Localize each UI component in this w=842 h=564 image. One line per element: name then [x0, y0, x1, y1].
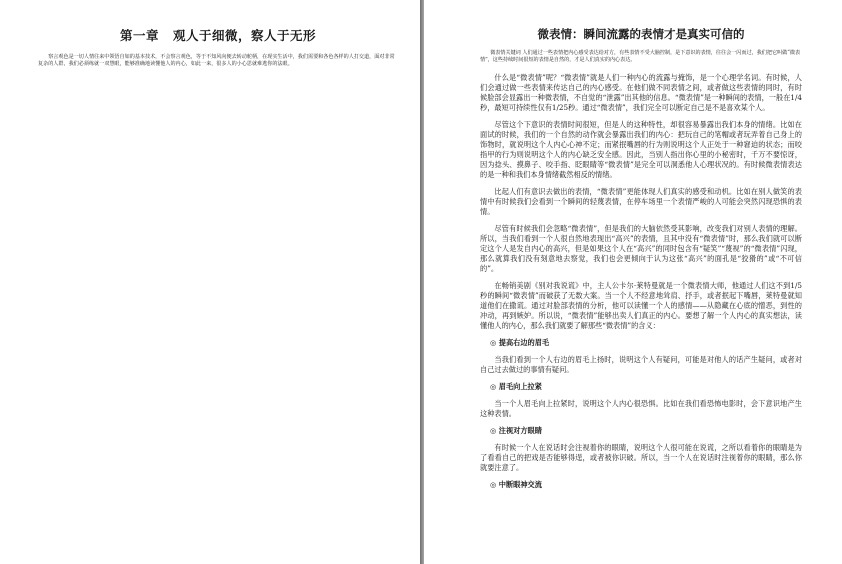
list-item-heading: ◎ 眉毛向上拉紧	[490, 381, 542, 391]
body-paragraph: 尽管这个下意识的表情时间很短，但是人的这种特性，却很容易暴露出我们本身的情绪。比如在面试的时候，我们的一个自然的动作就会暴露出我们的内心：把玩自己的笔帽或者玩弄着自己身上的饰物时，就说明这个人内心心神不定；而紧抿嘴唇的行为则说明这个人正处于一种窘迫的状态；而咬指甲的行为则说明这个人的内心缺乏安全感。因此，当别人指出你心里的小秘密时，千万不要惊讶，因为捻头、摸鼻子、咬手指、眨眼睛等“微表情”是完全可以洞悉他人心理状况的。有时候微表情表达的是一种和我们本身情绪截然相反的情绪。	[480, 119, 802, 179]
chapter-subtitle: 观人于细微，察人于无形	[173, 28, 317, 43]
section-intro: 微表情关键词 人们通过一些表情把内心感受表达给对方，有些表情不受大脑控制，是下意识的表情，往往会一闪而过，我们把它叫做“微表情”，这些持续时间很短的表情是自然的，才是人们真实的内心表达。	[480, 50, 801, 64]
right-page	[424, 0, 842, 564]
list-item-text: 有时候一个人在说话时会注视着你的眼睛，说明这个人很可能在说谎，之所以看着你的眼睛是为了看看自己的把戏是否能够得逞，或者被你识破。所以，当一个人在说话时注视着你的眼睛，那么你就要注意了。	[480, 442, 802, 472]
list-item-heading: ◎ 提高右边的眉毛	[490, 337, 550, 347]
body-paragraph: 在畅销美剧《别对我说谎》中，主人公卡尔·莱特曼就是一个微表情大师，他通过人们这不到1/5秒的瞬间“微表情”而破获了无数大案。当一个人不经意地耸肩、抒手，或者抿起下嘴唇，莱特曼就知道他们在撒谎。通过对脸部表情的分析，他可以读懂一个人的感情——从隐藏在心底的憎恶，到性的冲动，再到嫉妒。所以说，“微表情”能够出卖人们真正的内心。要想了解一个人内心的真实想法，读懂他人的内心，那么我们就要了解那些“微表情”的含义：	[480, 280, 802, 330]
left-page	[0, 0, 420, 564]
body-paragraph: 比起人们有意识去做出的表情，“微表情”更能体现人们真实的感受和动机。比如在别人做笑的表情中有时候我们会看到一个瞬间的轻蔑表情，在停车场里一个表情严峻的人可能会突然闪现恐惧的表情。	[480, 186, 802, 216]
list-item-text: 当我们看到一个人右边的眉毛上扬时，说明这个人有疑问，可能是对他人的话产生疑问，或者对自己过去做过的事情有疑问。	[480, 354, 802, 374]
list-item-heading: ◎ 中断眼神交流	[490, 479, 542, 489]
body-paragraph: 尽管有时候我们会忽略“微表情”，但是我们的大脑依然受其影响，改变我们对别人表情的理解。所以，当我们看到一个人很自然地表现出“高兴”的表情，且其中没有“微表情”时，那么我们就可以断定这个人是发自内心的高兴，但是如果这个人在“高兴”的同时包含有“疑笑”“蔑视”的“微表情”闪现，那么就算我们没有刻意地去察觉，我们也会更倾向于认为这张“高兴”的面孔是“狡猾的”或“不可信的”。	[480, 223, 802, 273]
list-item-text: 当一个人眉毛向上拉紧时，说明这个人内心很恐惧。比如在我们看恐怖电影时，会下意识地产生这种表情。	[480, 398, 802, 418]
chapter-title	[38, 26, 398, 44]
list-item-heading: ◎ 注视对方眼睛	[490, 425, 542, 435]
chapter-number: 第一章	[119, 28, 159, 43]
section-title: 微表情：瞬间流露的表情才是真实可信的	[537, 27, 745, 41]
chapter-intro: 察言观色是一切人情往来中领悟自如的基本技术，不会察言观色，等于不知风向便去转动舵柄，在现实生活中，我们需要和各色各样的人打交道，面对非常复杂的人群，我们必须练就一双慧眼，能够准确地读懂他人的内心，如此一来，很多人的小心思就难逃你的法眼。	[38, 54, 395, 68]
body-paragraph: 什么是“微表情”呢？“微表情”就是人们一种内心的流露与掩饰，是一个心理学名词。有时候，人们会通过做一些表情来传达自己的内心感受。在他们做不同表情之间，或者做这些表情的同时，有时候脸部会显露出一种微表情，不自觉的“泄露”出其他的信息。“微表情”是一种瞬间的表情，一般在1/4秒，最短可持续性仅有1/25秒。通过“微表情”，我们完全可以断定自己是不是喜欢某个人。	[480, 72, 802, 112]
